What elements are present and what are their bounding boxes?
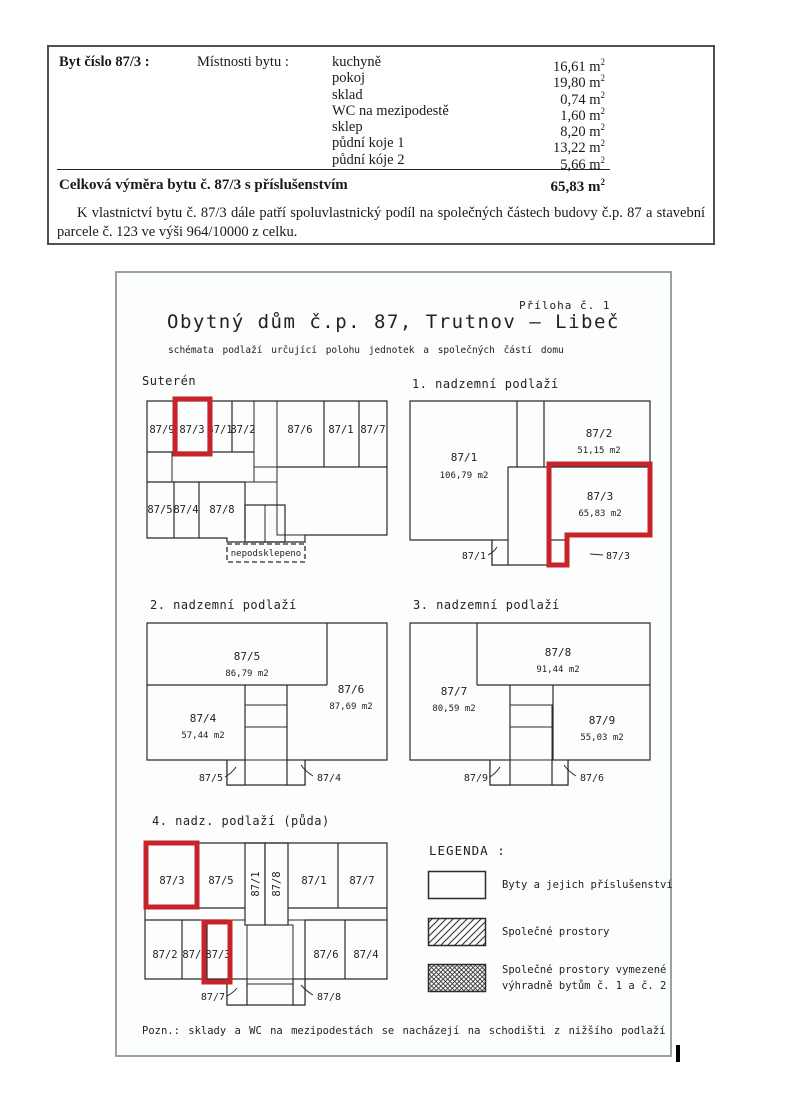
room-area: 13,22 $m^2$	[552, 138, 605, 157]
unit-label: 87/1	[301, 875, 327, 887]
unit-label: 87/3	[586, 490, 614, 503]
unit-label: 87/5	[233, 650, 261, 663]
unit-label: 87/1	[328, 424, 354, 436]
unit-label: 87/9	[149, 424, 175, 436]
apartment-summary-box	[47, 45, 715, 245]
unit-labels	[432, 646, 623, 743]
callout-label: 87/4	[317, 773, 342, 784]
floorplan-np4	[139, 835, 391, 1011]
unit-labels	[147, 424, 385, 516]
unit-label: 87/2	[585, 427, 613, 440]
room-row	[332, 119, 605, 141]
unit-area: 57,44 m2	[181, 731, 225, 741]
callout-label: 87/7	[200, 992, 225, 1003]
room-row	[332, 135, 605, 157]
unit-area: 87,69 m2	[329, 702, 373, 712]
room-row	[332, 70, 605, 92]
unit-label: 87/9	[588, 714, 616, 727]
legend-item-label: Společné prostory	[502, 926, 610, 938]
legend-item-label: Byty a jejich příslušenství	[502, 879, 673, 891]
hatch-areas	[172, 401, 387, 542]
callouts	[201, 985, 341, 1003]
stairs-area	[245, 727, 287, 760]
floor-outline	[410, 401, 650, 565]
callout-label: 87/1	[461, 551, 486, 562]
rooms-heading: Místnosti bytu :	[197, 54, 289, 70]
hatch-areas	[245, 705, 287, 785]
callouts	[199, 765, 341, 784]
attachment-subtitle: schémata podlaží určující polohu jednotek a společných částí domu	[168, 345, 564, 356]
floor-title-np1: 1. nadzemní podlaží	[412, 377, 559, 391]
unit-area: 106,79 m2	[439, 471, 489, 481]
unit-label: 87/3	[159, 875, 185, 887]
unit-area: 91,44 m2	[536, 665, 580, 675]
floorplan-np3	[404, 615, 656, 791]
room-name: půdní kóje 2	[332, 151, 405, 168]
floor-title-np4: 4. nadz. podlaží (půda)	[152, 814, 330, 828]
callouts	[462, 547, 630, 562]
floorplan-np1	[404, 393, 656, 569]
unit-label: 87/2	[230, 424, 256, 436]
unit-label: 87/7	[440, 685, 468, 698]
room-name: sklep	[332, 119, 363, 136]
callout-label: 87/5	[198, 773, 223, 784]
unit-label-vertical: 87/1	[250, 871, 262, 897]
room-name: kuchyně	[332, 54, 382, 70]
legend-title: LEGENDA :	[429, 843, 506, 858]
room-row	[332, 151, 605, 173]
floor-title-suteren: Suterén	[142, 374, 197, 388]
total-area-label: Celková výměra bytu č. 87/3 s příslušenstvím	[59, 177, 348, 193]
unit-area: 86,79 m2	[225, 669, 269, 679]
floorplan-np2	[141, 615, 393, 791]
callout-label: 87/9	[463, 773, 488, 784]
room-area: 8,20 $m^2$	[560, 122, 605, 141]
unit-area: 51,15 m2	[577, 446, 621, 456]
unit-label: 87/6	[337, 683, 365, 696]
floor-outline	[147, 401, 387, 542]
unit-label: 87/4	[189, 712, 217, 725]
footnote: Pozn.: sklady a WC na mezipodestách se nacházejí na schodišti z nižšího podlaží	[142, 1025, 666, 1037]
unit-area: 65,83 m2	[578, 509, 622, 519]
total-area-value: 65,83 $m^2$	[550, 177, 605, 195]
legend-item-label: Společné prostory vymezené	[502, 964, 667, 976]
unit-label: 87/6	[313, 949, 339, 961]
room-area: 19,80 $m^2$	[552, 73, 605, 92]
unit-label: 87/5	[147, 504, 173, 516]
attachment-page	[115, 271, 672, 1057]
floor-title-np2: 2. nadzemní podlaží	[150, 598, 297, 612]
text-cursor	[676, 1045, 680, 1062]
unit-label: 87/6	[287, 424, 313, 436]
unit-label-vertical: 87/8	[271, 871, 283, 897]
unit-label: 87/7	[349, 875, 375, 887]
room-row	[332, 102, 605, 124]
attachment-number: Příloha č. 1	[519, 299, 611, 312]
legend-swatch-reserved	[427, 963, 488, 994]
unit-area: 80,59 m2	[432, 704, 476, 714]
legend-swatch-apartments	[427, 870, 488, 901]
unit-label: 87/2	[152, 949, 178, 961]
unit-label: 87/4	[173, 504, 199, 516]
nepodsklepeno-label: nepodsklepeno	[230, 549, 302, 559]
unit-labels	[440, 427, 622, 519]
floor-title-np3: 3. nadzemní podlaží	[413, 598, 560, 612]
apartment-label: Byt číslo 87/3 :	[59, 54, 150, 70]
unit-label: 87/9	[182, 949, 208, 961]
unit-label: 87/7	[360, 424, 386, 436]
rooms-list	[332, 54, 605, 173]
stairs-area	[247, 925, 293, 984]
room-area: 16,61 $m^2$	[552, 57, 605, 75]
room-name: půdní koje 1	[332, 135, 405, 152]
callout-label: 87/8	[317, 992, 342, 1003]
room-name: pokoj	[332, 70, 366, 87]
unit-area: 55,03 m2	[580, 733, 624, 743]
room-row	[332, 86, 605, 108]
hatch-areas	[508, 401, 549, 565]
floorplan-suteren	[141, 393, 393, 569]
unit-label: 87/4	[353, 949, 379, 961]
divider-line	[57, 169, 610, 170]
unit-label: 87/3	[205, 949, 231, 961]
legend-item-label: výhradně bytům č. 1 a č. 2	[502, 980, 667, 992]
unit-label: 87/8	[544, 646, 572, 659]
callout-label: 87/3	[606, 551, 631, 562]
stairs-area	[517, 401, 544, 467]
stairs-area	[510, 727, 552, 760]
room-row	[332, 54, 605, 75]
room-area: 1,60 $m^2$	[560, 105, 605, 124]
unit-label: 87/1	[207, 424, 233, 436]
room-area: 0,74 $m^2$	[560, 89, 605, 108]
unit-label: 87/3	[179, 424, 205, 436]
callout-label: 87/6	[580, 773, 605, 784]
unit-label: 87/8	[209, 504, 235, 516]
hatch-areas	[510, 705, 552, 785]
callouts	[464, 765, 604, 784]
legend-swatch-common	[427, 917, 488, 948]
attachment-title: Obytný dům č.p. 87, Trutnov – Libeč	[167, 311, 620, 333]
unit-label: 87/5	[208, 875, 234, 887]
ownership-note: K vlastnictví bytu č. 87/3 dále patří spoluvlastnický podíl na společných částech budovy č.p. 87 a stavební parcele č. 123 ve výši 964/10000 z celku.	[57, 205, 705, 240]
room-name: sklad	[332, 86, 363, 103]
room-name: WC na mezipodestě	[332, 102, 449, 119]
room-area: 5,66 $m^2$	[560, 154, 605, 173]
unit-label: 87/1	[450, 451, 478, 464]
